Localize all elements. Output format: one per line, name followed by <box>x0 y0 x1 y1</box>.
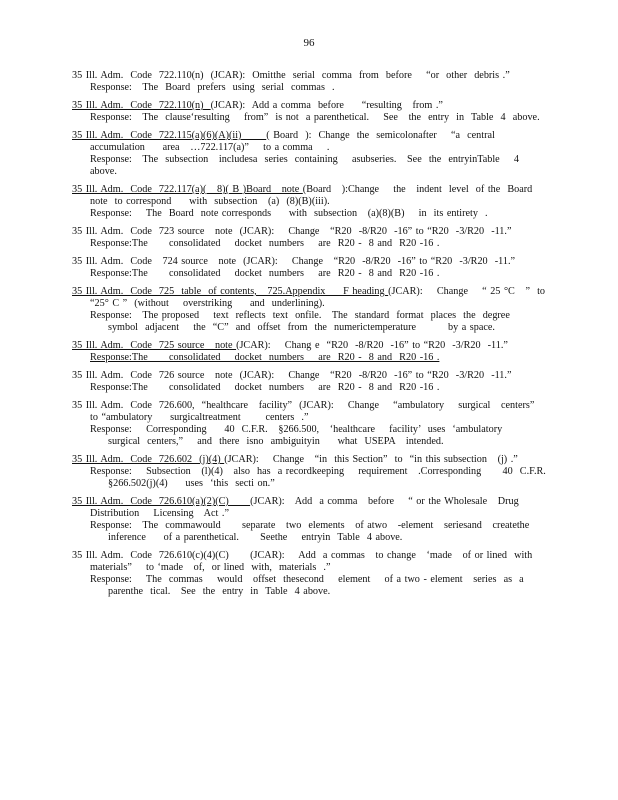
entry-text-line <box>72 298 542 310</box>
line-text: above. <box>90 166 117 177</box>
entry-citation-line <box>72 496 542 508</box>
comment-entry <box>72 226 542 250</box>
entry-text-line <box>72 412 542 424</box>
line-text: (JCAR): Add a comma before “resulting from .” <box>210 100 443 111</box>
entry-text-line <box>72 142 542 154</box>
underlined-citation: 35 Ill. Adm. Code 722.110(n) <box>72 100 211 111</box>
entry-citation-line <box>72 340 542 352</box>
line-text: surgical centers,” and there isno ambiguityin what USEPA intended. <box>108 436 444 447</box>
line-text: note to correspond with subsection (a) (8)(B)(iii). <box>90 196 330 207</box>
line-text: Response: The clause‘resulting from” is not a parenthetical. See the entry in Table 4 above. <box>90 112 540 123</box>
page-number: 96 <box>303 37 315 49</box>
line-text: 35 Ill. Adm. Code 722.110(n) (JCAR): Omitthe serial comma from before “or other debris .” <box>72 70 510 81</box>
entry-text-line <box>72 562 542 574</box>
comment-entry <box>72 550 542 598</box>
underlined-citation: 35 Ill. Adm. Code 726.610(a)(2)(C) <box>72 496 251 507</box>
line-text: Response: Corresponding 40 C.F.R. §266.500, ‘healthcare facility’ uses ‘ambulatory <box>90 424 503 435</box>
entry-citation-line <box>72 70 542 82</box>
line-text: Response: The commas would offset thesecond element of a two - element series as a <box>90 574 524 585</box>
line-text: (Board ):Change the indent level of the Board <box>302 184 533 195</box>
underlined-citation: 35 Ill. Adm. Code 725 table of contents, 725.Appendix F heading <box>72 286 389 297</box>
line-text: Response:The consolidated docket numbers are R20 - 8 and R20 -16 . <box>90 238 440 249</box>
entry-text-line <box>72 466 546 478</box>
line-text: Distribution Licensing Act .” <box>90 508 230 519</box>
entry-citation-line <box>72 370 542 382</box>
comment-entry <box>72 184 542 220</box>
entry-citation-line <box>72 400 542 412</box>
comment-entry <box>72 70 542 94</box>
entry-citation-line <box>72 550 542 562</box>
line-text: materials” to ‘made of, or lined with, materials .” <box>90 562 331 573</box>
entry-text-line <box>72 574 542 586</box>
underlined-citation: Response:The consolidated docket numbers are R20 - 8 and R20 -16 . <box>90 352 440 363</box>
line-text: “25° C ” (without overstriking and underlining). <box>90 298 325 309</box>
underlined-citation: 35 Ill. Adm. Code 722.115(a)(6)(A)(ii) <box>72 130 267 141</box>
line-text: 35 Ill. Adm. Code 726.600, “healthcare facility” (JCAR): Change “ambulatory surgical centers” <box>72 400 535 411</box>
comment-entry <box>72 400 542 448</box>
line-text: 35 Ill. Adm. Code 723 source note (JCAR): Change “R20 -8/R20 -16” to “R20 -3/R20 -11.” <box>72 226 512 237</box>
line-text: (JCAR): Change “in this Section” to “in this subsection (j) .” <box>224 454 518 465</box>
entry-text-line <box>72 508 542 520</box>
entry-text-line <box>72 424 542 436</box>
line-text: to “ambulatory surgicaltreatment centers .” <box>90 412 309 423</box>
entry-text-line <box>72 532 542 544</box>
underlined-citation: 35 Ill. Adm. Code 725 source note <box>72 340 237 351</box>
entry-text-line <box>72 238 542 250</box>
comment-entry <box>72 370 542 394</box>
line-text: Response: The commawould separate two elements of atwo -element seriesand createthe <box>90 520 530 531</box>
line-text: Response: The subsection includesa series containing asubseries. See the entryinTable 4 <box>90 154 519 165</box>
line-text: parenthe tical. See the entry in Table 4 above. <box>108 586 331 597</box>
line-text: ( Board ): Change the semicolonafter “a central <box>266 130 495 141</box>
line-text: 35 Ill. Adm. Code 724 source note (JCAR): Change “R20 -8/R20 -16” to “R20 -3/R20 -11.” <box>72 256 516 267</box>
line-text: Response: The Board prefers using serial commas . <box>90 82 335 93</box>
underlined-citation: 35 Ill. Adm. Code 726.602 (j)(4) <box>72 454 225 465</box>
entry-text-line <box>72 82 542 94</box>
line-text: (JCAR): Add a comma before “ or the Wholesale Drug <box>250 496 519 507</box>
entry-text-line <box>72 436 542 448</box>
line-text: symbol adjacent the “C” and offset from the numerictemperature by a space. <box>108 322 495 333</box>
line-text: Response:The consolidated docket numbers are R20 - 8 and R20 -16 . <box>90 382 440 393</box>
line-text: Response:The consolidated docket numbers are R20 - 8 and R20 -16 . <box>90 268 440 279</box>
entry-text-line <box>72 478 542 490</box>
line-text: (JCAR): Change “ 25 °C ” to <box>388 286 545 297</box>
entry-text-line <box>72 310 542 322</box>
entry-citation-line <box>72 256 542 268</box>
entry-citation-line <box>72 226 542 238</box>
line-text: Response: Subsection (l)(4) also has a recordkeeping requirement .Corresponding 40 C.F.R. <box>90 466 546 477</box>
line-text: inference of a parenthetical. Seethe entryin Table 4 above. <box>108 532 403 543</box>
comment-entry <box>72 340 542 364</box>
line-text: (JCAR): Chang e “R20 -8/R20 -16” to “R20 -3/R20 -11.” <box>236 340 508 351</box>
entry-text-line <box>72 154 542 166</box>
entry-text-line <box>72 196 542 208</box>
entry-citation-line <box>72 100 542 112</box>
entry-citation-line <box>72 184 542 196</box>
comment-entry <box>72 496 542 544</box>
comment-entries-list <box>72 70 546 604</box>
comment-entry <box>72 454 546 490</box>
line-text: Response: The proposed text reflects text onfile. The standard format places the degree <box>90 310 510 321</box>
comment-entry <box>72 130 542 178</box>
entry-text-line <box>72 520 542 532</box>
entry-text-line <box>72 166 542 178</box>
comment-entry <box>72 286 545 334</box>
line-text: 35 Ill. Adm. Code 726.610(c)(4)(C) (JCAR): Add a commas to change ‘made of or lined with <box>72 550 533 561</box>
entry-text-line <box>72 586 542 598</box>
line-text: Response: The Board note corresponds with subsection (a)(8)(B) in its entirety . <box>90 208 488 219</box>
entry-text-line <box>72 112 542 124</box>
entry-citation-line <box>72 286 545 298</box>
line-text: §266.502(j)(4) uses ‘this secti on.” <box>108 478 275 489</box>
comment-entry <box>72 256 542 280</box>
line-text: accumulation area …722.117(a)” to a comma . <box>90 142 330 153</box>
entry-text-line <box>72 322 542 334</box>
entry-text-line <box>72 208 542 220</box>
entry-citation-line <box>72 454 542 466</box>
underlined-citation: 35 Ill. Adm. Code 722.117(a)( 8)( B )Board note <box>72 184 303 195</box>
line-text: 35 Ill. Adm. Code 726 source note (JCAR): Change “R20 -8/R20 -16” to “R20 -3/R20 -11.” <box>72 370 512 381</box>
entry-text-line <box>72 268 542 280</box>
entry-text-line <box>72 352 542 364</box>
entry-text-line <box>72 382 542 394</box>
entry-citation-line <box>72 130 542 142</box>
comment-entry <box>72 100 542 124</box>
